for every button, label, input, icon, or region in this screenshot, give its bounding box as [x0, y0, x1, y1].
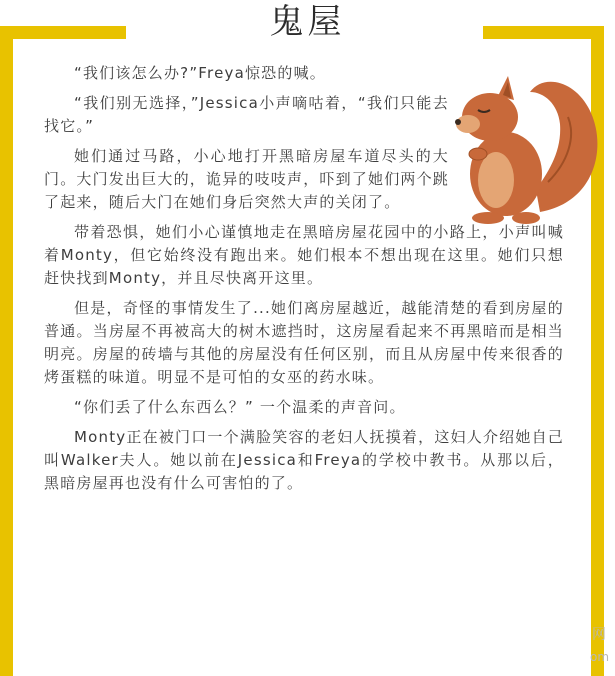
watermark-line-2: om: [590, 650, 610, 664]
paragraph-5: 但是，奇怪的事情发生了...她们离房屋越近，越能清楚的看到房屋的普通。当房屋不再被高大的树木遮挡时，这房屋看起来不再黑暗而是相当明亮。房屋的砖墙与其他的房屋没有任何区别，而且从房屋中传来很香的烤蛋糕的味道。明显不是可怕的女巫的药水味。: [44, 299, 564, 386]
paragraph-3: 她们通过马路，小心地打开黑暗房屋车道尽头的大门。大门发出巨大的，诡异的吱吱声，吓到了她们两个跳了起来，随后大门在她们身后突然大声的关闭了。: [44, 147, 450, 211]
frame-left-border: [0, 26, 13, 676]
paragraph-7: Monty正在被门口一个满脸笑容的老妇人抚摸着，这妇人介绍她自己叫Walker夫人。她以前在Jessica和Freya的学校中教书。从那以后，黑暗房屋再也没有什么可害怕的了。: [44, 428, 564, 492]
page-title: 鬼屋: [269, 2, 346, 42]
paragraph-4: 带着恐惧，她们小心谨慎地走在黑暗房屋花园中的小路上，小声叫喊着Monty，但它始终没有跑出来。她们根本不想出现在这里。她们只想赶快找到Monty，并且尽快离开这里。: [44, 223, 564, 287]
paragraph-1: “我们该怎么办?”Freya惊恐的喊。: [74, 64, 326, 82]
paragraph-6: “你们丢了什么东西么？” 一个温柔的声音问。: [74, 398, 406, 416]
watermark-line-1: 网: [592, 627, 606, 643]
story-body: [44, 62, 564, 495]
paragraph-2: “我们别无选择，”Jessica小声嘀咕着，“我们只能去找它。”: [44, 94, 449, 135]
